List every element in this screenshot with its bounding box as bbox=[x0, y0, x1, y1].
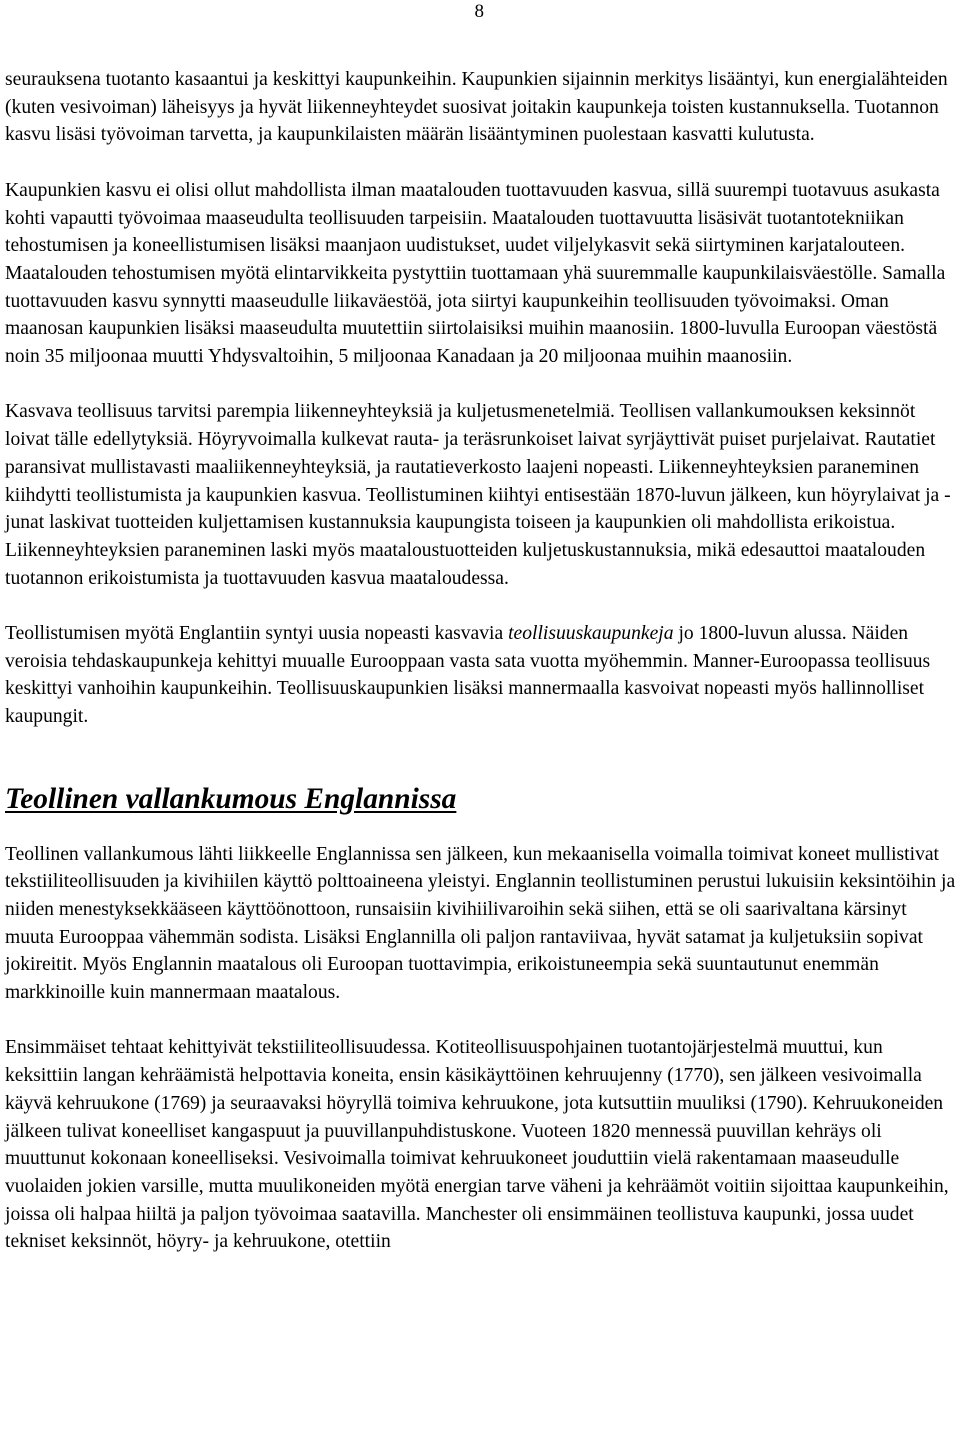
section-heading bbox=[5, 782, 960, 815]
paragraph-industrial-cities bbox=[5, 620, 960, 731]
emphasized-term: teollisuuskaupunkeja bbox=[508, 623, 674, 645]
page-number: 8 bbox=[474, 1, 484, 22]
paragraph-england-revolution: Teollinen vallankumous lähti liikkeelle Englannissa sen jälkeen, kun mekaanisella voimalla toimivat koneet mullistivat tekstiiliteollisuuden ja kivihiilen käyttö polttoaineena yleistyi. Englannin teollistuminen perustui lukuisiin keksintöihin ja niiden menestyksekkääseen käyttöönottoon, runsaisiin kivihiilivaroihin sekä siihen, että se oli saarivaltana kärsinyt muuta Eurooppaa vähemmän sodista. Lisäksi Englannilla oli paljon rantaviivaa, hyvät satamat ja kuljetuksiin sopivat jokireitit. Myös Englannin maatalous oli Euroopan tuottavimpia, erikoistuneempia sekä suuntautunut enemmän markkinoille kuin mannermaan maatalous. bbox=[5, 843, 956, 1004]
paragraph-text: Teollistumisen myötä Englantiin syntyi uusia nopeasti kasvavia bbox=[5, 623, 509, 645]
paragraph-text: jo 1800-luvun alussa. Näiden veroisia tehdaskaupunkeja kehittyi muualle Eurooppaan vasta sata vuotta myöhemmin. Manner-Euroopassa teollisuus keskittyi vanhoihin kaupunkeihin. Teollisuuskaupunkien lisäksi mannermaalla kasvoivat nopeasti myös hallinnolliset kaupungit. bbox=[5, 623, 931, 728]
document-body bbox=[5, 66, 960, 1256]
paragraph-textile-industry: Ensimmäiset tehtaat kehittyivät tekstiiliteollisuudessa. Kotiteollisuuspohjainen tuotantojärjestelmä muuttui, kun keksittiin langan kehräämistä helpottavia koneita, ensin käsikäyttöinen kehruujenny (1770), sen jälkeen vesivoimalla käyvä kehruukone (1769) ja seuraavaksi höyryllä toimiva kehruukone, jota kutsuttiin muuliksi (1790). Kehruukoneiden jälkeen tulivat koneelliset kangaspuut ja puuvillanpuhdistuskone. Vuoteen 1820 mennessä puuvillan kehräys oli muuttunut kokonaan koneelliseksi. Vesivoimalla toimivat kehruukoneet jouduttiin vielä rakentamaan maaseudulle vuolaiden jokien varsille, mutta muulikoneiden myötä energian tarve väheni ja kehräämöt voitiin sijoittaa kaupunkeihin, joissa oli halpaa hiiltä ja paljon työvoimaa saatavilla. Manchester oli ensimmäinen teollistuva kaupunki, jossa uudet tekniset keksinnöt, höyry- ja kehruukone, otettiin bbox=[5, 1037, 949, 1253]
section-heading-text: Teollinen vallankumous Englannissa bbox=[5, 782, 457, 815]
paragraph-transport: Kasvava teollisuus tarvitsi parempia liikenneyhteyksiä ja kuljetusmenetelmiä. Teollisen vallankumouksen keksinnöt loivat tälle edellytyksiä. Höyryvoimalla kulkevat rauta- ja teräsrunkoiset laivat syrjäyttivät puiset purjelaivat. Rautatiet paransivat mullistavasti maaliikenneyhteyksiä, ja rautatieverkosto laajeni nopeasti. Liikenneyhteyksien paraneminen kiihdytti teollistumista ja kaupunkien kasvua. Teollistuminen kiihtyi entisestään 1870-luvun jälkeen, kun höyrylaivat ja -junat laskivat tuotteiden kuljettamisen kustannuksia kaupungista toiseen ja kaupunkien oli mahdollista erikoistua. Liikenneyhteyksien paraneminen laski myös maataloustuotteiden kuljetuskustannuksia, mikä edesauttoi maatalouden tuotannon erikoistumista ja tuottavuuden kasvua maataloudessa. bbox=[5, 401, 951, 589]
paragraph-agriculture: Kaupunkien kasvu ei olisi ollut mahdollista ilman maatalouden tuottavuuden kasvua, sillä suurempi tuotavuus asukasta kohti vapautti työvoimaa maaseudulta teollisuuden tarpeisiin. Maatalouden tuottavuutta lisäsivät tuotantotekniikan tehostumisen ja koneellistumisen lisäksi maanjaon uudistukset, uudet viljelykasvit sekä siirtyminen karjatalouteen. Maatalouden tehostumisen myötä elintarvikkeita pystyttiin tuottamaan yhä suuremmalle kaupunkilaisväestölle. Samalla tuottavuuden kasvu synnytti maaseudulle liikaväestöä, jota siirtyi kaupunkeihin teollisuuden työvoimaksi. Oman maanosan kaupunkien lisäksi maaseudulta muutettiin siirtolaisiksi muihin maanosiin. 1800-luvulla Euroopan väestöstä noin 35 miljoonaa muutti Yhdysvaltoihin, 5 miljoonaa Kanadaan ja 20 miljoonaa muihin maanosiin. bbox=[5, 179, 946, 368]
paragraph-urbanization: seurauksena tuotanto kasaantui ja keskittyi kaupunkeihin. Kaupunkien sijainnin merkitys lisääntyi, kun energialähteiden (kuten vesivoiman) läheisyys ja hyvät liikenneyhteydet suosivat joitakin kaupunkeja toisten kustannuksella. Tuotannon kasvu lisäsi työvoiman tarvetta, ja kaupunkilaisten määrän lisääntyminen puolestaan kasvatti kulutusta. bbox=[5, 69, 948, 146]
